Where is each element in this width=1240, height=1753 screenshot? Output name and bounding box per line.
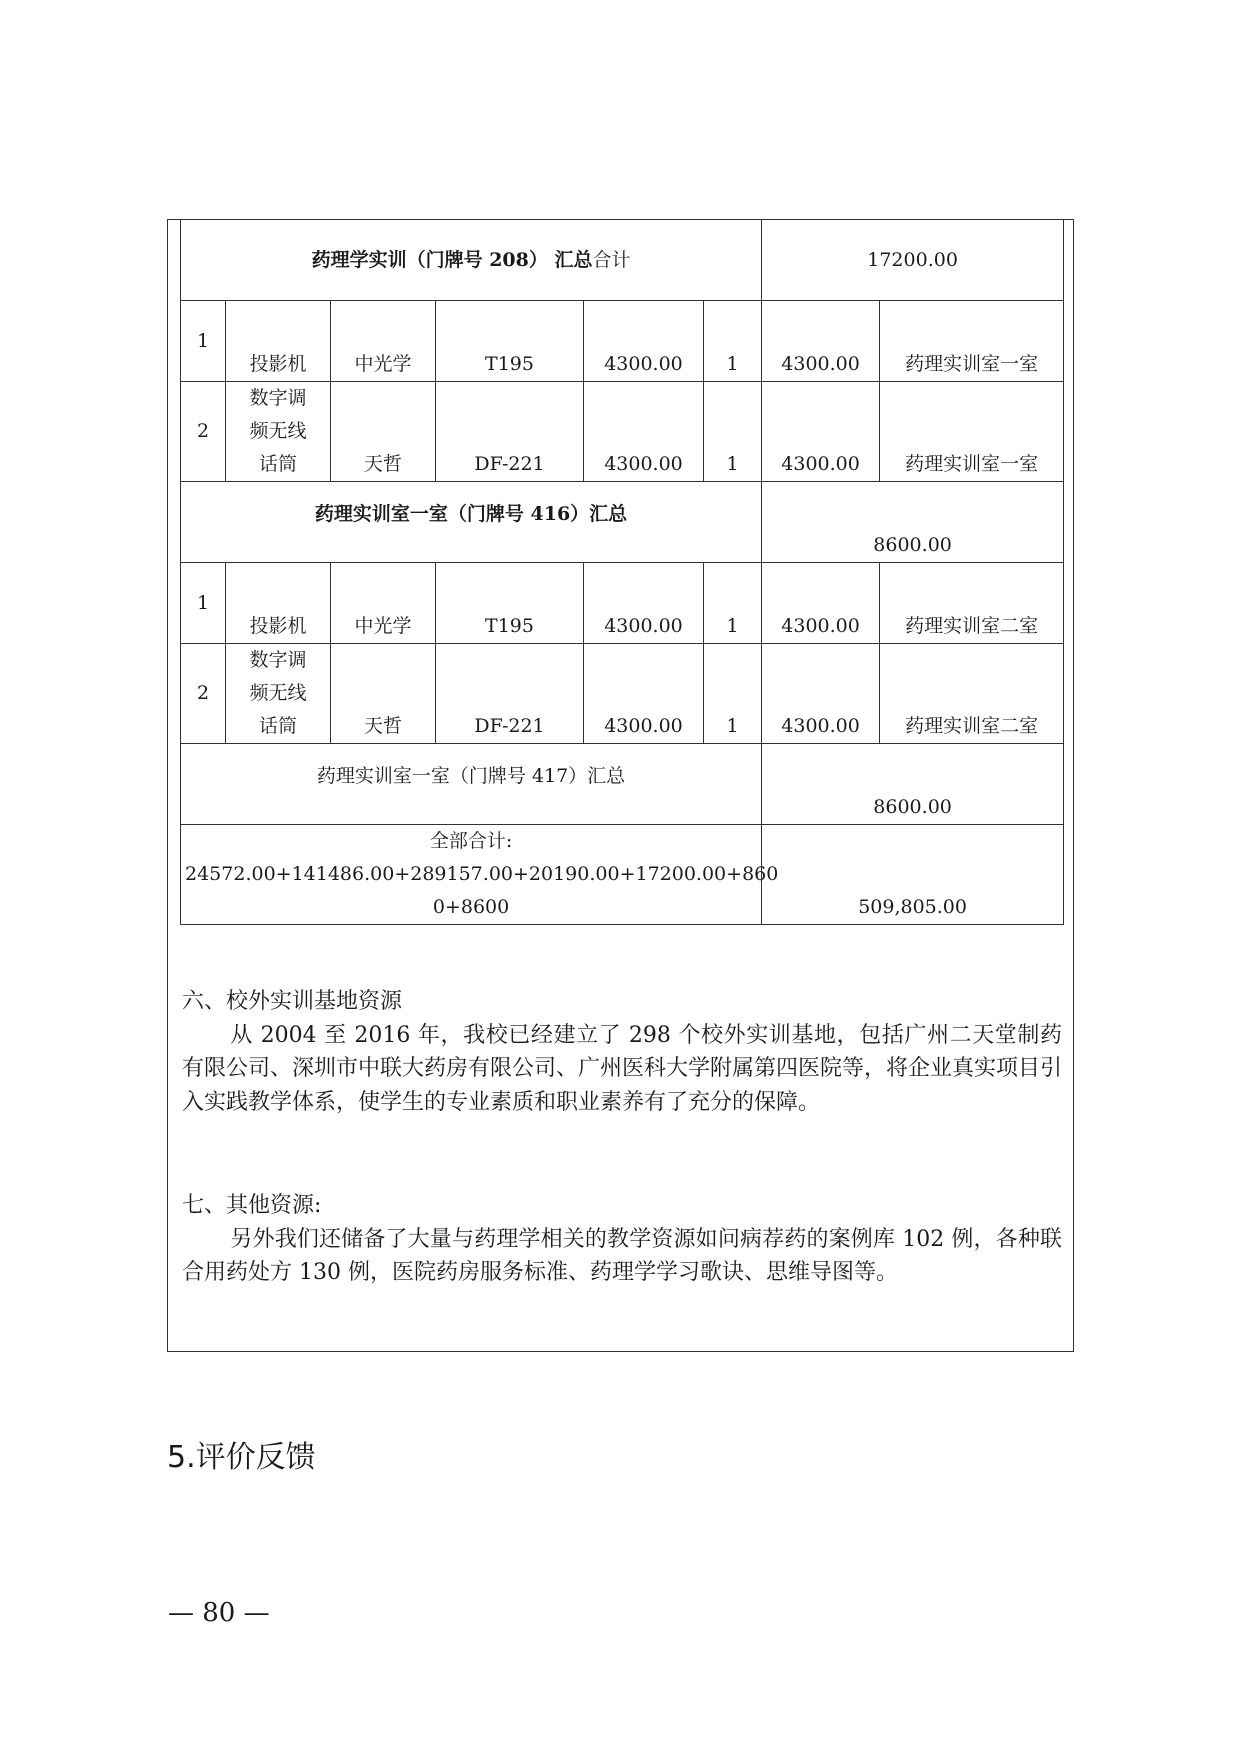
grand-total-label: 全部合计: 24572.00+141486.00+289157.00+20190.00+17200.00+860 0+8600 (181, 825, 762, 925)
section-heading: 5.评价反馈 (167, 1440, 316, 1475)
item-model: DF-221 (436, 382, 584, 482)
item-location: 药理实训室二室 (880, 644, 1064, 744)
summary-row (181, 482, 1064, 563)
summary-label: 药理实训室一室（门牌号 417）汇总 (181, 744, 762, 825)
table-row (181, 644, 1064, 744)
item-model: T195 (436, 563, 584, 644)
summary-row (181, 220, 1064, 301)
item-brand: 中光学 (331, 301, 436, 382)
item-total: 4300.00 (762, 382, 880, 482)
item-qty: 1 (704, 644, 762, 744)
item-name: 数字调 频无线 话筒 (226, 644, 331, 744)
item-name: 投影机 (226, 563, 331, 644)
summary-value: 17200.00 (762, 220, 1064, 301)
row-number: 2 (181, 382, 226, 482)
summary-row (181, 744, 1064, 825)
section-body: 从 2004 至 2016 年，我校已经建立了 298 个校外实训基地，包括广州二天堂制药有限公司、深圳市中联大药房有限公司、广州医科大学附属第四医院等，将企业真实项目引入实践教学体系，使学生的专业素质和职业素养有了充分的保障。 (182, 1022, 1063, 1115)
item-qty: 1 (704, 301, 762, 382)
item-name: 投影机 (226, 301, 331, 382)
item-location: 药理实训室一室 (880, 382, 1064, 482)
summary-value: 8600.00 (762, 744, 1064, 825)
item-model: T195 (436, 301, 584, 382)
section-other-resources (182, 1189, 1062, 1290)
item-price: 4300.00 (584, 644, 704, 744)
row-number: 1 (181, 301, 226, 382)
row-number: 2 (181, 644, 226, 744)
item-brand: 天哲 (331, 382, 436, 482)
section-title: 六、校外实训基地资源 (182, 989, 403, 1014)
table-row (181, 382, 1064, 482)
equipment-table-wrap (180, 219, 1063, 925)
item-brand: 中光学 (331, 563, 436, 644)
grand-total-value: 509,805.00 (762, 825, 1064, 925)
item-total: 4300.00 (762, 563, 880, 644)
table-row (181, 301, 1064, 382)
row-number: 1 (181, 563, 226, 644)
item-total: 4300.00 (762, 644, 880, 744)
page-number: — 80 — (168, 1598, 270, 1628)
item-location: 药理实训室二室 (880, 563, 1064, 644)
table-row (181, 563, 1064, 644)
item-price: 4300.00 (584, 301, 704, 382)
section-offsite-bases (182, 985, 1062, 1119)
item-location: 药理实训室一室 (880, 301, 1064, 382)
summary-label: 药理实训室一室（门牌号 416）汇总 (181, 482, 762, 563)
item-qty: 1 (704, 382, 762, 482)
item-qty: 1 (704, 563, 762, 644)
section-body: 另外我们还储备了大量与药理学相关的教学资源如问病荐药的案例库 102 例，各种联合用药处方 130 例，医院药房服务标准、药理学学习歌诀、思维导图等。 (182, 1226, 1062, 1285)
equipment-table (180, 219, 1064, 925)
item-brand: 天哲 (331, 644, 436, 744)
item-price: 4300.00 (584, 563, 704, 644)
item-total: 4300.00 (762, 301, 880, 382)
item-price: 4300.00 (584, 382, 704, 482)
item-model: DF-221 (436, 644, 584, 744)
summary-label: 药理学实训（门牌号 208） 汇总合计 (181, 220, 762, 301)
summary-value: 8600.00 (762, 482, 1064, 563)
grand-total-row (181, 825, 1064, 925)
section-title: 七、其他资源: (182, 1193, 322, 1218)
item-name: 数字调 频无线 话筒 (226, 382, 331, 482)
